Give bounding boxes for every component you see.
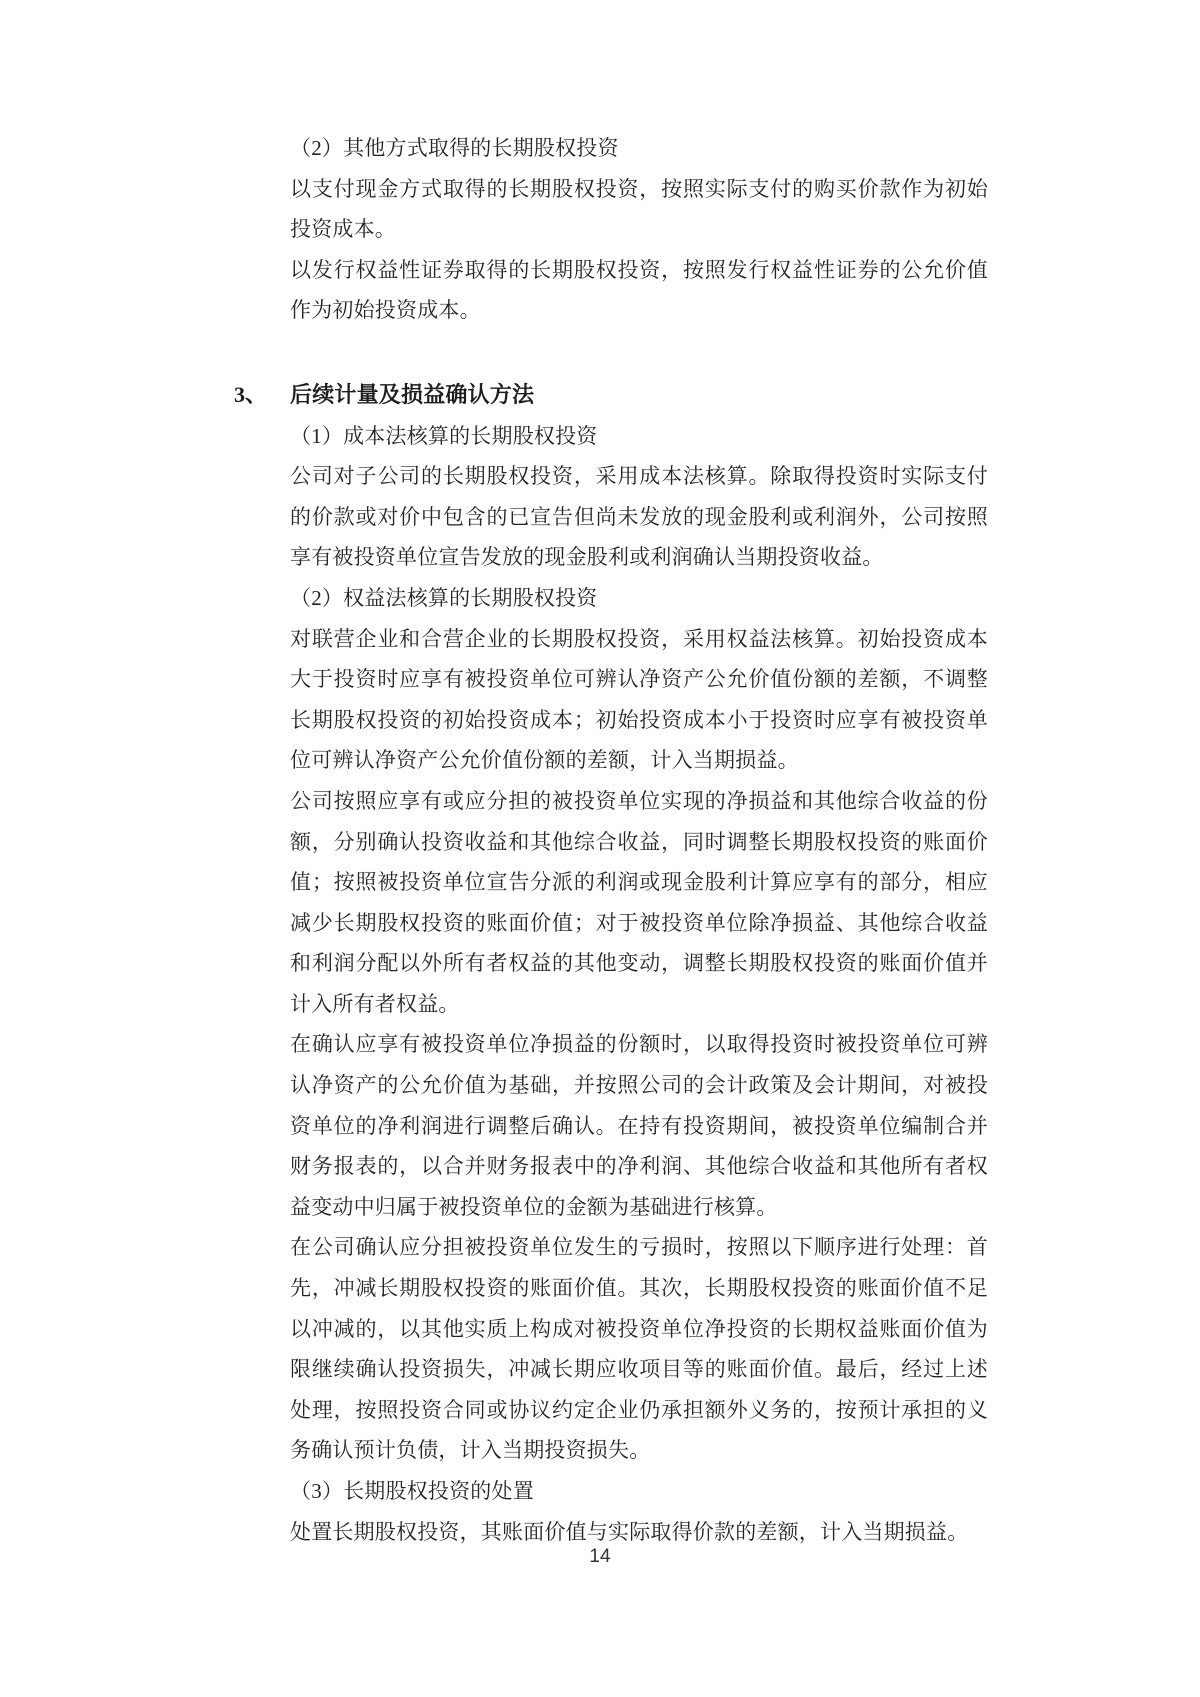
paragraph-equity-method-loss-order: 在公司确认应分担被投资单位发生的亏损时，按照以下顺序进行处理：首先，冲减长期股权投资的账面价值。其次，长期股权投资的账面价值不足以冲减的，以其他实质上构成对被投资单位净投资的长期权益账面价值为限继续确认投资损失，冲减长期应收项目等的账面价值。最后，经过上述处理，按照投资合同或协议约定企业仍承担额外义务的，按预计承担的义务确认预计负债，计入当期投资损失。 <box>290 1235 988 1463</box>
paragraph-equity-method-recognition: 公司按照应享有或应分担的被投资单位实现的净损益和其他综合收益的份额，分别确认投资收益和其他综合收益，同时调整长期股权投资的账面价值；按照被投资单位宣告分派的利润或现金股利计算应享有的部分，相应减少长期股权投资的账面价值；对于被投资单位除净损益、其他综合收益和利润分配以外所有者权益的其他变动，调整长期股权投资的账面价值并计入所有者权益。 <box>290 788 988 1016</box>
subsection-title-cost-method: （1）成本法核算的长期股权投资 <box>290 423 598 448</box>
subsection-title-other-acquisition: （2）其他方式取得的长期股权投资 <box>290 136 619 160</box>
page-footer <box>0 1546 1200 1568</box>
subsection-title-disposal: （3）长期股权投资的处置 <box>290 1479 534 1503</box>
section-number: 3、 <box>234 381 268 407</box>
section-3-heading <box>234 375 988 416</box>
paragraph-disposal: 处置长期股权投资，其账面价值与实际取得价款的差额，计入当期损益。 <box>290 1519 969 1544</box>
page-number: 14 <box>589 1546 611 1567</box>
paragraph-cost-method: 公司对子公司的长期股权投资，采用成本法核算。除取得投资时实际支付的价款或对价中包含的已宣告但尚未发放的现金股利或利润外，公司按照享有被投资单位宣告发放的现金股利或利润确认当期投资收益。 <box>290 464 988 570</box>
subsection-title-equity-method: （2）权益法核算的长期股权投资 <box>290 585 598 610</box>
paragraph-equity-securities-acquisition: 以发行权益性证券取得的长期股权投资，按照发行权益性证券的公允价值作为初始投资成本。 <box>290 257 988 323</box>
paragraph-equity-method-net-profit-basis: 在确认应享有被投资单位净损益的份额时，以取得投资时被投资单位可辨认净资产的公允价值为基础，并按照公司的会计政策及会计期间，对被投资单位的净利润进行调整后确认。在持有投资期间，被投资单位编制合并财务报表的，以合并财务报表中的净利润、其他综合收益和其他所有者权益变动中归属于被投资单位的金额为基础进行核算。 <box>290 1032 988 1219</box>
page-content <box>234 128 988 1552</box>
paragraph-equity-method-initial-cost: 对联营企业和合营企业的长期股权投资，采用权益法核算。初始投资成本大于投资时应享有被投资单位可辨认净资产公允价值份额的差额，不调整长期股权投资的初始投资成本；初始投资成本小于投资时应享有被投资单位可辨认净资产公允价值份额的差额，计入当期损益。 <box>290 626 988 773</box>
section-title: 后续计量及损益确认方法 <box>290 381 535 407</box>
paragraph-cash-acquisition: 以支付现金方式取得的长期股权投资，按照实际支付的购买价款作为初始投资成本。 <box>290 176 988 242</box>
